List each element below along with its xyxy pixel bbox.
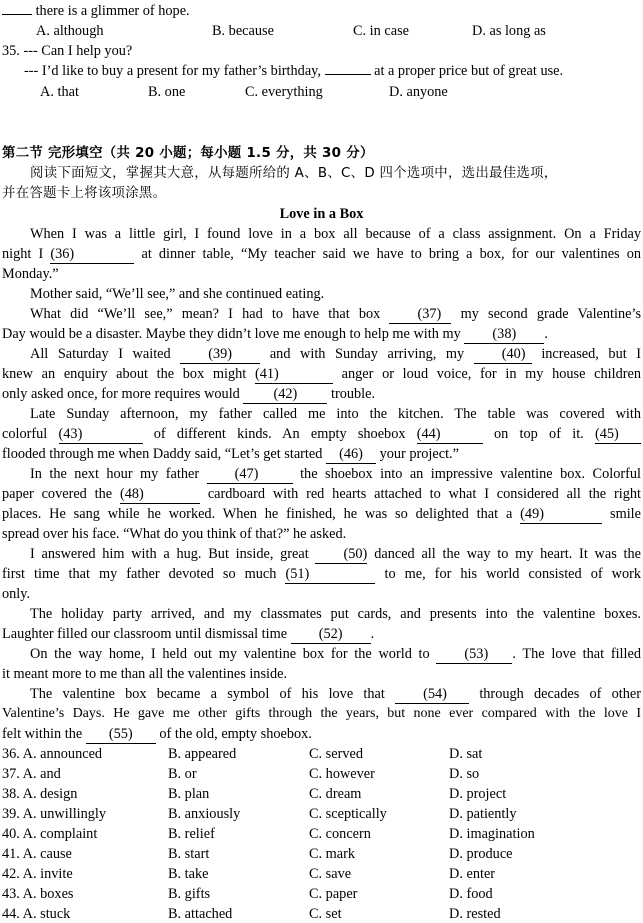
option-c: C. however: [309, 766, 375, 782]
q35-option-c: C. everything: [245, 84, 323, 100]
passage-text: On the way home, I held out my valentine box for the world to: [30, 646, 430, 662]
option-d: D. imagination: [449, 826, 535, 842]
q34-option-d: D. as long as: [472, 23, 546, 39]
passage-line: The holiday party arrived, and my classmates put cards, and presents into the valentine boxes.: [30, 606, 641, 622]
option-c: C. sceptically: [309, 806, 387, 822]
q34-stem: [2, 1, 641, 21]
option-c: C. served: [309, 746, 363, 762]
option-d: D. rested: [449, 906, 501, 922]
q35-option-a: A. that: [40, 84, 79, 100]
passage-line: [2, 564, 641, 584]
q34-option-b: B. because: [212, 23, 274, 39]
blank-53: (53): [436, 646, 512, 664]
option-d: D. sat: [449, 746, 483, 762]
passage-text: colorful: [2, 426, 48, 442]
passage-text: knew an enquiry about the box might: [2, 366, 247, 382]
passage-line: [2, 424, 641, 444]
passage-text: at dinner table, “My teacher said we have to bring a box, for our valentines on: [141, 246, 641, 262]
option-c: C. concern: [309, 826, 371, 842]
options-row: [2, 824, 641, 844]
passage-text: and with Sunday arriving, my: [269, 346, 465, 362]
passage-text: I answered him with a hug. But inside, great: [30, 546, 309, 562]
option-a: 39. A. unwillingly: [2, 806, 107, 822]
q35-option-d: D. anyone: [389, 84, 448, 100]
blank-41: (41): [255, 366, 333, 384]
option-d: D. project: [449, 786, 507, 802]
option-b: B. or: [168, 766, 197, 782]
passage-text: . The love that filled: [512, 646, 641, 662]
passage-text: of the old, empty shoebox.: [159, 726, 312, 742]
option-a: 38. A. design: [2, 786, 78, 802]
passage-line: [2, 324, 641, 344]
q35-option-b: B. one: [148, 84, 186, 100]
passage-text: places. He sang while he worked. When he finished, he was so delighted that a: [2, 506, 513, 522]
blank-39: (39): [180, 346, 260, 364]
passage-text: through decades of other: [479, 686, 641, 702]
q35-options: [2, 82, 641, 102]
passage-line: [2, 544, 641, 564]
passage-line: [2, 384, 641, 404]
passage-text: Day would be a disaster. Maybe they didn’t love me enough to help me with my: [2, 326, 461, 342]
options-row: [2, 844, 641, 864]
passage-line: spread over his face. “What do you think of that?” he asked.: [2, 526, 347, 542]
passage-line: [2, 504, 641, 524]
passage-line: [2, 624, 641, 644]
passage-text: anger or loud voice, for in my house children: [341, 366, 641, 382]
passage-line: [2, 364, 641, 384]
blank-50: (50): [315, 546, 367, 564]
option-b: B. anxiously: [168, 806, 241, 822]
blank-37: (37): [389, 306, 451, 324]
passage-text: flooded through me when Daddy said, “Let’s get started: [2, 446, 323, 462]
option-a: 44. A. stuck: [2, 906, 71, 922]
option-b: B. start: [168, 846, 210, 862]
passage-text: my second grade Valentine’s: [460, 306, 641, 322]
blank-54: (54): [395, 686, 469, 704]
passage-line: [2, 344, 641, 364]
blank-42: (42): [243, 386, 327, 404]
option-c: C. set: [309, 906, 342, 922]
passage-text: danced all the way to my heart. It was the: [374, 546, 641, 562]
option-d: D. so: [449, 766, 480, 782]
q34-option-a: A. although: [36, 23, 104, 39]
options-row: [2, 764, 641, 784]
blank-38: (38): [464, 326, 544, 344]
blank-48: (48): [120, 486, 200, 504]
blank-47: (47): [207, 466, 293, 484]
q35-stem-before: --- I’d like to buy a present for my father’s birthday,: [24, 63, 321, 79]
passage-line: Monday.”: [2, 266, 59, 282]
passage-line: [2, 684, 641, 704]
q34-options: [2, 21, 641, 41]
passage-text: trouble.: [330, 386, 376, 402]
passage-text: smile: [610, 506, 641, 522]
passage-line: [2, 644, 641, 664]
option-b: B. gifts: [168, 886, 211, 902]
option-d: D. food: [449, 886, 493, 902]
blank-40: (40): [474, 346, 532, 364]
option-b: B. attached: [168, 906, 233, 922]
passage-text: In the next hour my father: [30, 466, 200, 482]
passage-text: Laughter filled our classroom until dismissal time: [2, 626, 288, 642]
passage-text: .: [370, 626, 375, 642]
passage-line: [2, 444, 641, 464]
option-a: 37. A. and: [2, 766, 61, 782]
q35-line2: [2, 61, 641, 81]
passage-line: [2, 304, 641, 324]
passage-text: on top of it.: [494, 426, 584, 442]
options-row: [2, 804, 641, 824]
option-d: D. produce: [449, 846, 513, 862]
q35-line1: 35. --- Can I help you?: [2, 43, 133, 59]
passage-line: [2, 244, 641, 264]
option-b: B. appeared: [168, 746, 237, 762]
options-row: [2, 904, 641, 923]
q35-blank: [325, 74, 371, 75]
passage-text: All Saturday I waited: [30, 346, 171, 362]
section-heading: 第二节 完形填空（共 20 小题；每小题 1.5 分，共 30 分）: [2, 146, 374, 161]
section-instruction-1: 阅读下面短文，掌握其大意，从每题所给的 A、B、C、D 四个选项中，选出最佳选项，: [30, 166, 558, 181]
passage-text: What did “We’ll see,” mean? I had to have that box: [30, 306, 381, 322]
q34-stem-text: there is a glimmer of hope.: [35, 3, 190, 19]
blank-55: (55): [86, 726, 156, 744]
option-a: 36. A. announced: [2, 746, 103, 762]
option-a: 40. A. complaint: [2, 826, 98, 842]
blank-43: (43): [59, 426, 143, 444]
options-row: [2, 744, 641, 764]
passage-line: it meant more to me than all the valentines inside.: [2, 666, 288, 682]
options-row: [2, 864, 641, 884]
option-c: C. paper: [309, 886, 358, 902]
blank-36: (36): [50, 246, 134, 264]
option-c: C. dream: [309, 786, 362, 802]
option-a: 41. A. cause: [2, 846, 72, 862]
q34-blank: [2, 14, 32, 15]
passage-text: The valentine box became a symbol of his love that: [30, 686, 385, 702]
passage-line: [2, 484, 641, 504]
passage-line: Late Sunday afternoon, my father called me into the kitchen. The table was covered with: [30, 406, 641, 422]
blank-52: (52): [291, 626, 371, 644]
passage-line: Valentine’s Days. He gave me other gifts through the years, but none ever compared with the love I: [2, 706, 641, 721]
passage-text: cardboard with red hearts attached to what I considered all the right: [207, 486, 641, 502]
option-b: B. plan: [168, 786, 210, 802]
passage-text: of different kinds. An empty shoebox: [153, 426, 406, 442]
option-c: C. mark: [309, 846, 356, 862]
option-b: B. take: [168, 866, 209, 882]
option-a: 43. A. boxes: [2, 886, 74, 902]
options-row: [2, 884, 641, 904]
passage-text: first time that my father devoted so much: [2, 566, 277, 582]
passage-text: felt within the: [2, 726, 83, 742]
option-b: B. relief: [168, 826, 215, 842]
option-d: D. enter: [449, 866, 496, 882]
passage-text: paper covered the: [2, 486, 113, 502]
passage-text: the shoebox into an impressive valentine box. Colorful: [300, 466, 641, 482]
passage-text: only asked once, for more requires would: [2, 386, 240, 402]
passage-line: Mother said, “We’ll see,” and she continued eating.: [30, 286, 325, 302]
passage-line: [2, 724, 641, 744]
q35-stem-after: at a proper price but of great use.: [374, 63, 564, 79]
passage-text: .: [544, 326, 548, 342]
blank-46: (46): [326, 446, 376, 464]
passage-text: to me, for his world consisted of work: [384, 566, 641, 582]
q34-option-c: C. in case: [353, 23, 409, 39]
option-a: 42. A. invite: [2, 866, 73, 882]
section-instruction-2: 并在答题卡上将该项涂黑。: [2, 186, 167, 201]
passage-line: [2, 464, 641, 484]
option-d: D. patiently: [449, 806, 517, 822]
passage-text: increased, but I: [541, 346, 641, 362]
blank-51: (51): [285, 566, 375, 584]
blank-44: (44): [417, 426, 483, 444]
option-c: C. save: [309, 866, 352, 882]
blank-49: (49): [520, 506, 602, 524]
options-row: [2, 784, 641, 804]
blank-45: (45): [595, 426, 641, 444]
passage-title: Love in a Box: [279, 206, 364, 222]
passage-text: your project.”: [379, 446, 459, 462]
passage-line: only.: [2, 586, 31, 602]
passage-text: night I: [2, 246, 44, 262]
passage-line: When I was a little girl, I found love in a box all because of a class assignment. On a Friday: [30, 226, 641, 242]
